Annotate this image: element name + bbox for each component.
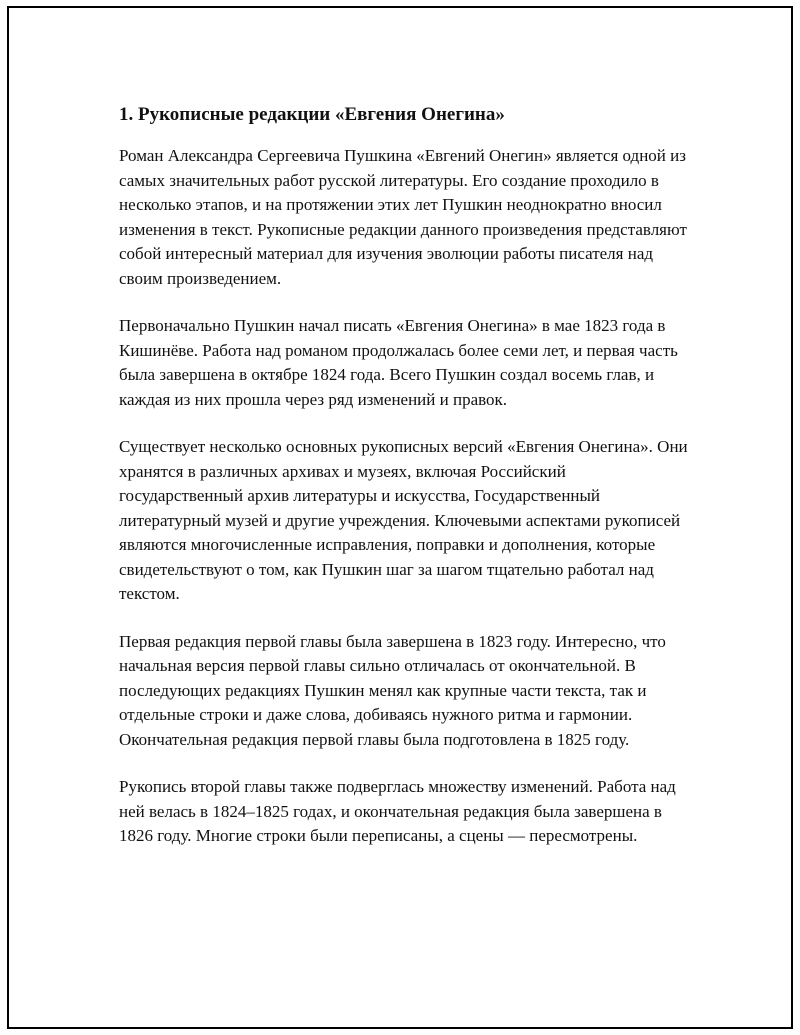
paragraph-manuscript-versions: Существует несколько основных рукописных версий «Евгения Онегина». Они хранятся в различных архивах и музеях, включая Российский государственный архив литературы и искусства, Государственный литературный музей и другие учреждения. Ключевыми аспектами рукописей являются многочисленные исправления, поправки и дополнения, которые свидетельствуют о том, как Пушкин шаг за шагом тщательно работал над текстом. [119,437,688,603]
paragraph-first-chapter: Первая редакция первой главы была завершена в 1823 году. Интересно, что начальная версия первой главы сильно отличалась от окончательной. В последующих редакциях Пушкин менял как крупные части текста, так и отдельные строки и даже слова, добиваясь нужного ритма и гармонии. Окончательная редакция первой главы была подготовлена в 1825 году. [119,631,666,749]
document-body [119,102,689,872]
section-heading: 1. Рукописные редакции «Евгения Онегина» [119,104,505,125]
paragraph-intro: Роман Александра Сергеевича Пушкина «Евгений Онегин» является одной из самых значительных работ русской литературы. Его создание проходило в несколько этапов, и на протяжении этих лет Пушкин неоднократно вносил изменения в текст. Рукописные редакции данного произведения представляют собой интересный материал для изучения эволюции работы писателя над своим произведением. [119,146,687,288]
page-frame [7,6,793,1029]
paragraph-beginning: Первоначально Пушкин начал писать «Евгения Онегина» в мае 1823 года в Кишинёве. Работа над романом продолжалась более семи лет, и первая часть была завершена в октябре 1824 года. Всего Пушкин создал восемь глав, и каждая из них прошла через ряд изменений и правок. [119,316,678,409]
paragraph-second-chapter: Рукопись второй главы также подверглась множеству изменений. Работа над ней велась в 1824–1825 годах, и окончательная редакция была завершена в 1826 году. Многие строки были переписаны, а сцены — пересмотрены. [119,777,676,845]
